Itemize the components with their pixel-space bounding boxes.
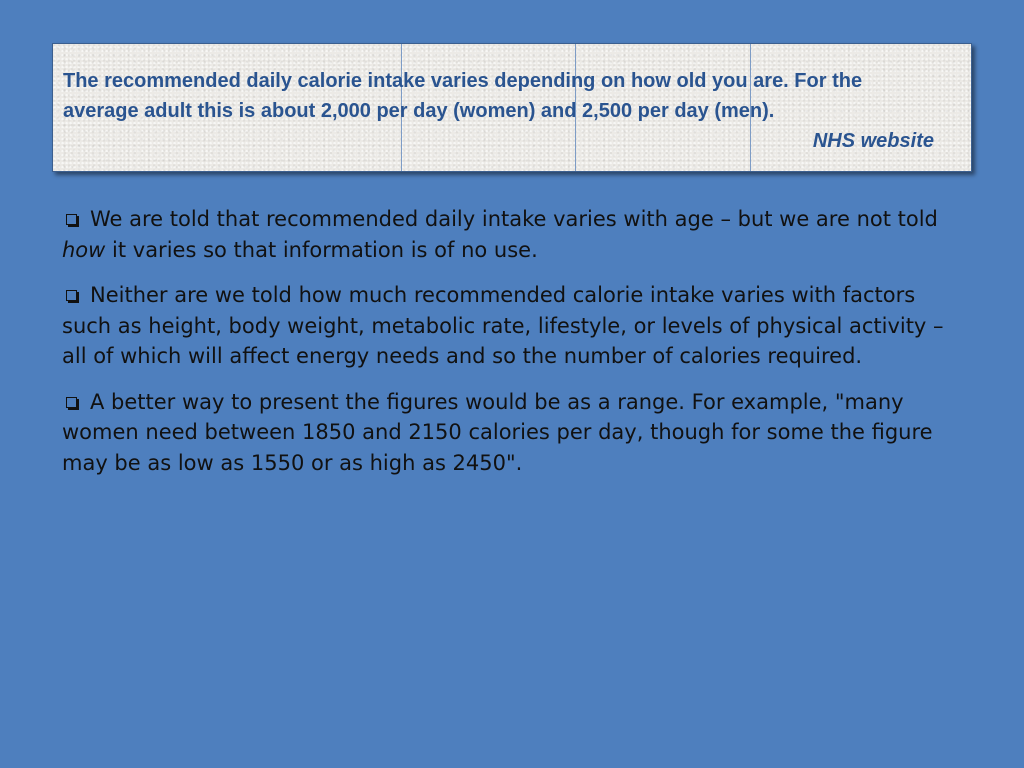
bullet-text: We are told that recommended daily intake varies with age – but we are not told — [90, 207, 938, 231]
bullet-emphasis: how — [62, 237, 106, 262]
checkbox-bullet-icon — [66, 397, 77, 408]
bullet-item — [62, 204, 962, 265]
bullet-item — [62, 280, 962, 372]
checkbox-bullet-icon — [66, 290, 77, 301]
bullet-text: A better way to present the figures would be as a range. For example, "many women need between 1850 and 2150 calories per day, though for some the figure may be as low as 1550 or as high as 2450". — [62, 389, 933, 475]
quote-text: The recommended daily calorie intake varies depending on how old you are. For the average adult this is about 2,000 per day (women) and 2,500 per day (men). — [63, 70, 863, 122]
bullet-item — [62, 387, 962, 479]
quote-box — [52, 43, 972, 172]
bullet-text: Neither are we told how much recommended calorie intake varies with factors such as height, body weight, metabolic rate, lifestyle, or levels of physical activity – all of which will affect energy needs and so the number of calories required. — [62, 283, 944, 368]
bullet-text: it varies so that information is of no use. — [105, 237, 538, 262]
bullet-list — [62, 204, 962, 493]
checkbox-bullet-icon — [66, 214, 77, 225]
quote-source: NHS website — [812, 130, 934, 152]
